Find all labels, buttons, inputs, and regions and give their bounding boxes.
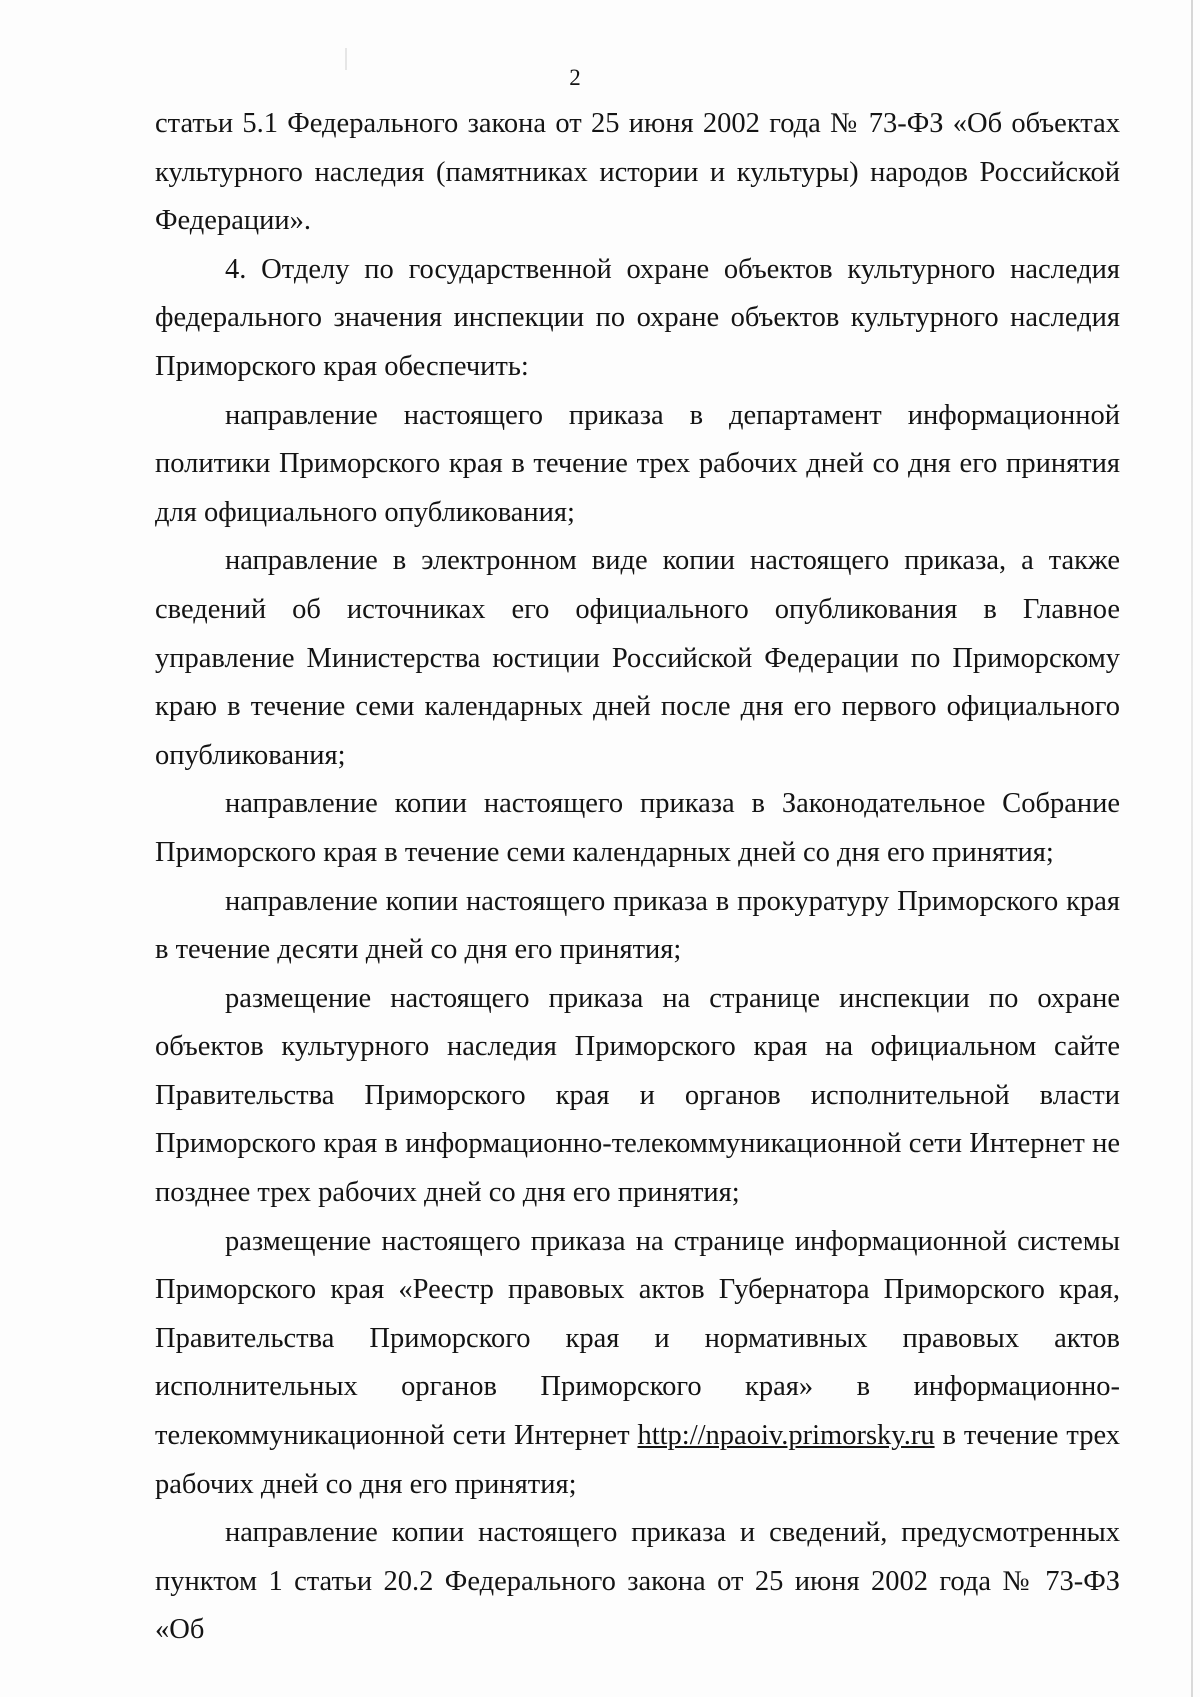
registry-link[interactable]: http://npaoiv.primorsky.ru xyxy=(637,1420,935,1452)
paragraph-ministry-justice: направление в электронном виде копии настоящего приказа, а также сведений об источниках его официального опубликования в Главное управление Министерства юстиции Российской Федерации по Приморскому краю в течение семи календарных дней после дня его первого официального опубликования; xyxy=(155,545,1120,771)
document-body xyxy=(155,100,1120,1655)
paragraph-prosecutor: направление копии настоящего приказа в прокуратуру Приморского края в течение десяти дней со дня его принятия; xyxy=(155,885,1120,966)
paragraph-registry xyxy=(155,1218,1120,1510)
paragraph-website: размещение настоящего приказа на странице инспекции по охране объектов культурного наследия Приморского края на официальном сайте Правительства Приморского края и органов исполнительной власти Приморского края в информационно-телекоммуникационной сети Интернет не позднее трех рабочих дней со дня его принятия; xyxy=(155,982,1120,1209)
paragraph-continuation: статьи 5.1 Федерального закона от 25 июня 2002 года № 73-ФЗ «Об объектах культурного наследия (памятниках истории и культуры) народов Российской Федерации». xyxy=(155,108,1120,237)
scan-edge-line xyxy=(1191,0,1193,1697)
paragraph-info-policy: направление настоящего приказа в департамент информационной политики Приморского края в течение трех рабочих дней со дня его принятия для официального опубликования; xyxy=(155,399,1120,528)
paragraph-final: направление копии настоящего приказа и сведений, предусмотренных пунктом 1 статьи 20.2 Федерального закона от 25 июня 2002 года № 73-ФЗ «Об xyxy=(155,1517,1120,1646)
registry-text-before: размещение настоящего приказа на странице информационной системы Приморского края «Реестр правовых актов Губернатора Приморского края, Правительства Приморского края и нормативных правовых актов исполнительных органов Приморского края» в информационно-телекоммуникационной сети Интернет xyxy=(155,1225,1120,1452)
page-number: 2 xyxy=(569,65,581,90)
paragraph-legislative-assembly: направление копии настоящего приказа в Законодательное Собрание Приморского края в течение семи календарных дней со дня его принятия; xyxy=(155,788,1120,868)
registry-text-after: в течение трех рабочих дней со дня его принятия; xyxy=(155,1420,1120,1500)
paragraph-item-4: 4. Отделу по государственной охране объектов культурного наследия федерального значения инспекции по охране объектов культурного наследия Приморского края обеспечить: xyxy=(155,253,1120,382)
